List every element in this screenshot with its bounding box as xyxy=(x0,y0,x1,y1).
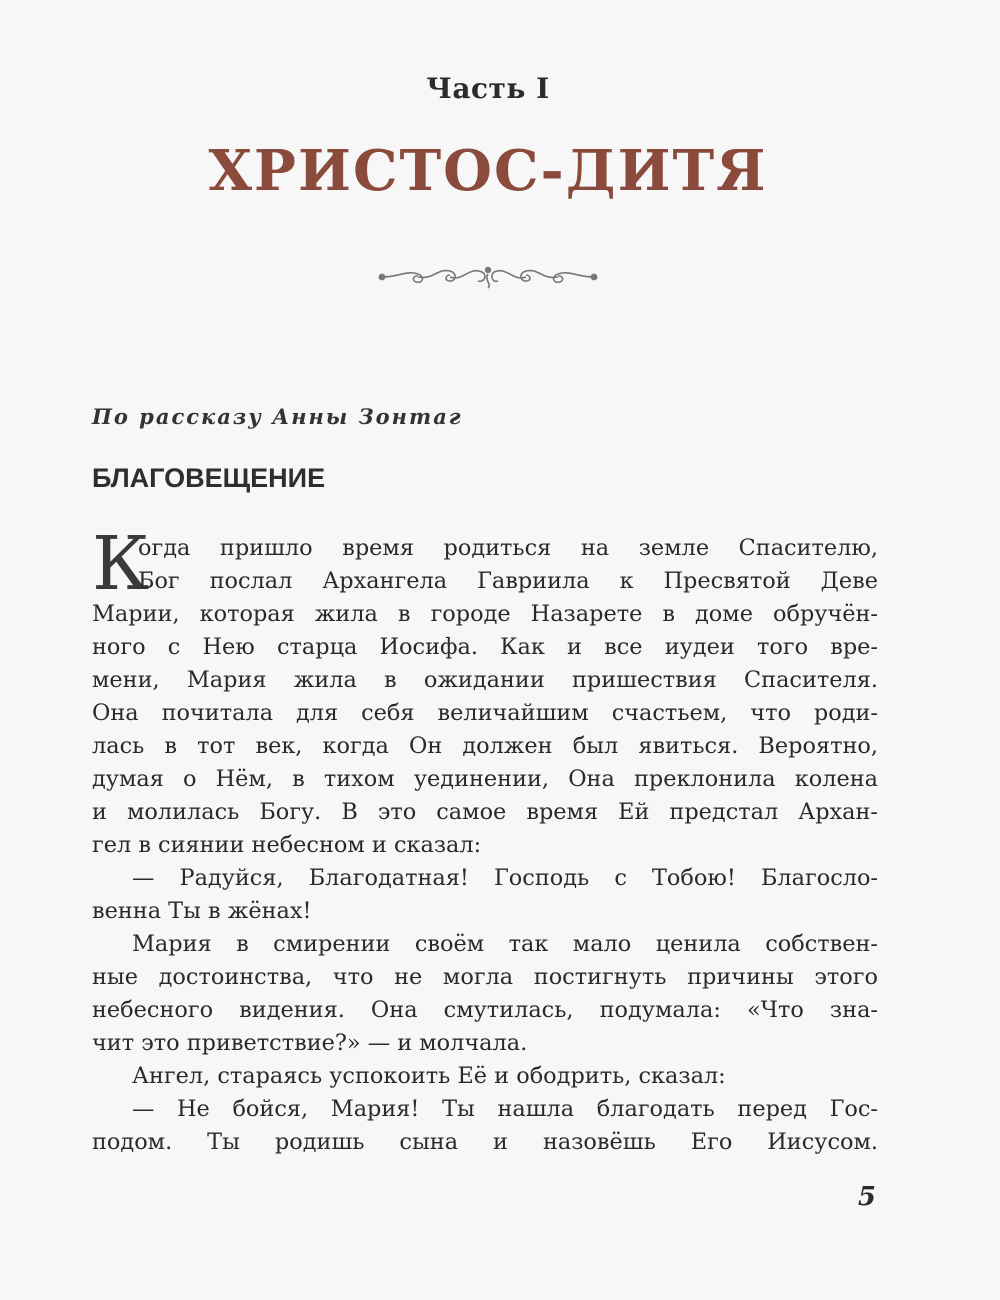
text-line: небесного видения. Она смутилась, подумала: «Что зна- xyxy=(92,997,878,1023)
author-line: По рассказу Анны Зонтаг xyxy=(92,404,463,429)
page-number: 5 xyxy=(857,1182,876,1212)
text-line: Марии, которая жила в городе Назарете в доме обручён- xyxy=(92,601,878,627)
text-line: ные достоинства, что не могла постигнуть причины этого xyxy=(92,964,878,990)
part-label: Часть I xyxy=(426,72,550,105)
text-line: ного с Нею старца Иосифа. Как и все иудеи того вре- xyxy=(92,634,878,660)
text-line: — Не бойся, Мария! Ты нашла благодать перед Гос- xyxy=(132,1096,878,1122)
chapter-title: ХРИСТОС-ДИТЯ xyxy=(208,138,768,204)
text-line: — Радуйся, Благодатная! Господь с Тобою! Благосло- xyxy=(132,865,878,891)
drop-cap: К xyxy=(92,521,150,607)
text-line: подом. Ты родишь сына и назовёшь Его Иисусом. xyxy=(92,1129,878,1155)
text-line: лась в тот век, когда Он должен был явиться. Вероятно, xyxy=(92,733,878,759)
text-line: и молилась Богу. В это самое время Ей предстал Архан- xyxy=(92,799,878,825)
text-line: Мария в смирении своём так мало ценила собствен- xyxy=(132,931,878,957)
text-line: чит это приветствие?» — и молчала. xyxy=(92,1030,528,1056)
text-line: Она почитала для себя величайшим счастьем, что роди- xyxy=(92,700,878,726)
text-line: Ангел, стараясь успокоить Её и ободрить, сказал: xyxy=(132,1063,726,1089)
section-heading: БЛАГОВЕЩЕНИЕ xyxy=(92,463,326,493)
text-line: венна Ты в жёнах! xyxy=(92,898,312,924)
text-line: мени, Мария жила в ожидании пришествия Спасителя. xyxy=(92,667,878,693)
text-line: думая о Нём, в тихом уединении, Она преклонила колена xyxy=(92,766,878,792)
text-line: огда пришло время родиться на земле Спасителю, xyxy=(138,535,878,561)
text-line: Бог послал Архангела Гавриила к Пресвятой Деве xyxy=(138,568,878,594)
scroll-flourish-icon xyxy=(378,258,598,296)
text-line: гел в сиянии небесном и сказал: xyxy=(92,832,482,858)
